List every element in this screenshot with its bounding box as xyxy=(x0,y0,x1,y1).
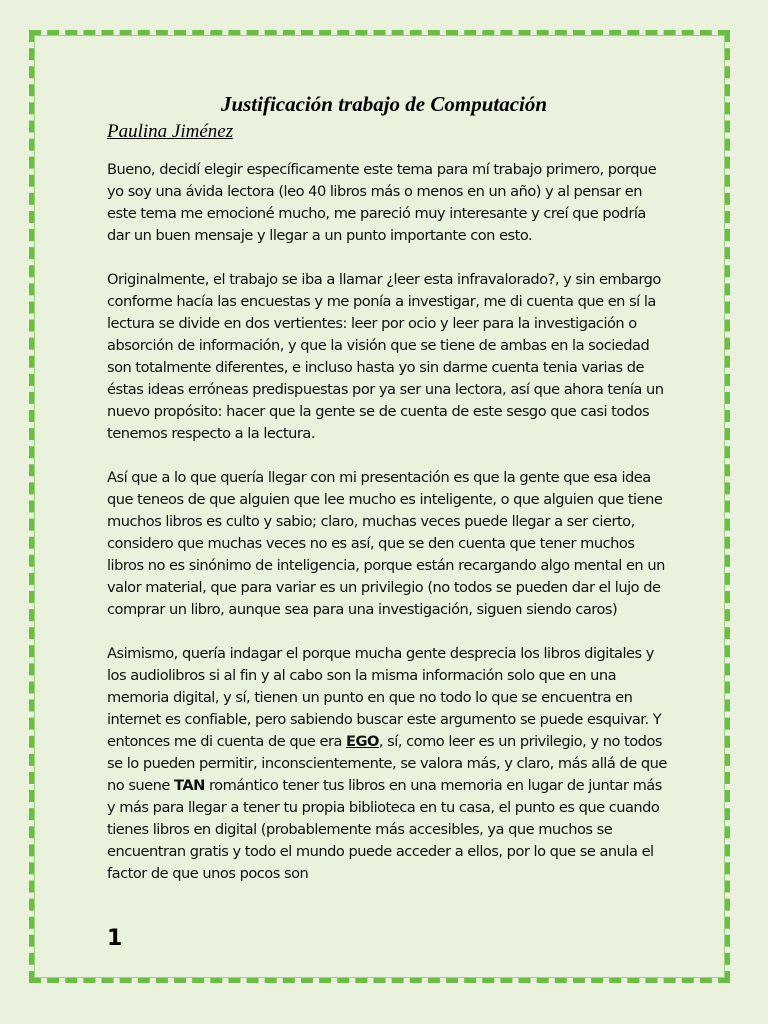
paragraph-text: Asimismo, quería indagar el porque mucha gente desprecia los libros digitales y los audiolibros si al fin y al cabo son la misma información solo que en una memoria digital, y sí, tienen un punto en que no todo lo que se encuentra en internet es confiable, pero sabiendo buscar este argumento se puede esquivar. Y entonces me di cuenta de que era xyxy=(107,645,662,750)
document-body xyxy=(107,159,667,885)
tan-emphasis: TAN xyxy=(174,777,205,794)
paragraph xyxy=(107,643,667,885)
paragraph: Así que a lo que quería llegar con mi presentación es que la gente que esa idea que teneos de que alguien que lee mucho es inteligente, o que alguien que tiene muchos libros es culto y sabio; claro, muchas veces puede llegar a ser cierto, considero que muchas veces no es así, que se den cuenta que tener muchos libros no es sinónimo de inteligencia, porque están recargando algo mental en un valor material, que para variar es un privilegio (no todos se pueden dar el lujo de comprar un libro, aunque sea para una investigación, siguen siendo caros) xyxy=(107,469,665,618)
document-author: Paulina Jiménez xyxy=(107,121,234,142)
paragraph-text: romántico tener tus libros en una memoria en lugar de juntar más y más para llegar a tener tu propia biblioteca en tu casa, el punto es que cuando tienes libros en digital (probablemente más accesibles, ya que muchos se encuentran gratis y todo el mundo puede acceder a ellos, por lo que se anula el factor de que unos pocos son xyxy=(107,777,662,882)
document-title: Justificación trabajo de Computación xyxy=(220,92,548,116)
page-number: 1 xyxy=(107,926,123,951)
paragraph: Bueno, decidí elegir específicamente este tema para mí trabajo primero, porque yo soy una ávida lectora (leo 40 libros más o menos en un año) y al pensar en este tema me emocioné mucho, me pareció muy interesante y creí que podría dar un buen mensaje y llegar a un punto importante con esto. xyxy=(107,161,657,244)
paragraph: Originalmente, el trabajo se iba a llamar ¿leer esta infravalorado?, y sin embargo conforme hacía las encuestas y me ponía a investigar, me di cuenta que en sí la lectura se divide en dos vertientes: leer por ocio y leer para la investigación o absorción de información, y que la visión que se tiene de ambas en la sociedad son totalmente diferentes, e incluso hasta yo sin darme cuenta tenia varias de éstas ideas erróneas predispuestas por ya ser una lectora, así que ahora tenía un nuevo propósito: hacer que la gente se de cuenta de este sesgo que casi todos tenemos respecto a la lectura. xyxy=(107,271,664,442)
paragraph-text: , sí, como leer es un privilegio, y no todos se lo pueden permitir, inconscientemente, se valora más, y claro, más allá de que no suene xyxy=(107,733,667,794)
ego-emphasis: EGO xyxy=(346,733,379,750)
